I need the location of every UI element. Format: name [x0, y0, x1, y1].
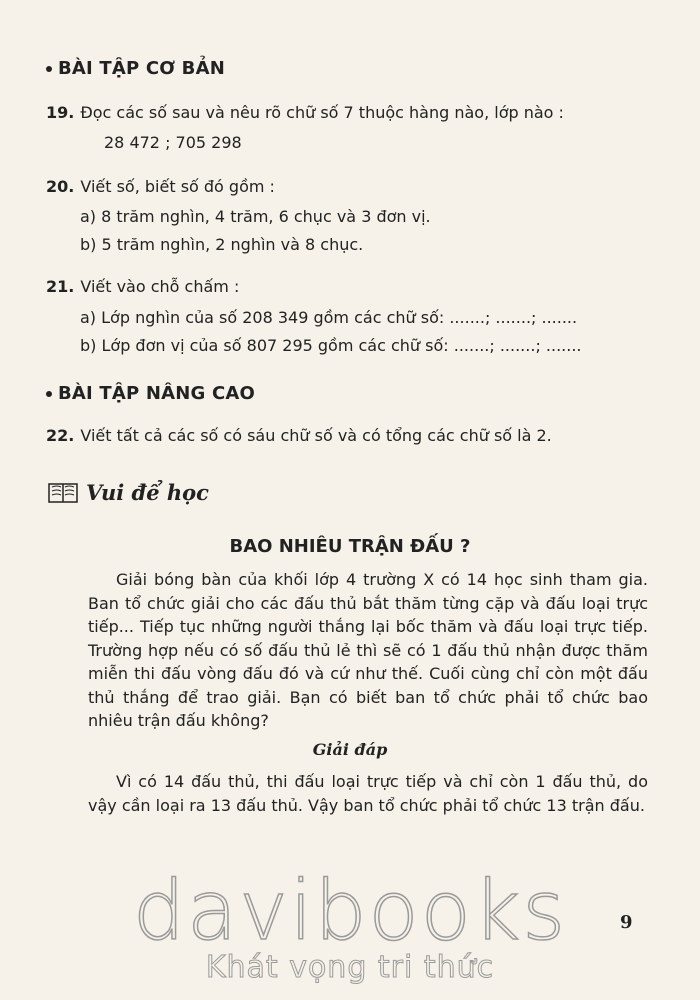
- basic-exercises-heading: [46, 58, 225, 79]
- exercise-number: 19.: [46, 103, 75, 122]
- exercise-21: [46, 276, 239, 298]
- bullet-icon: [46, 391, 52, 397]
- exercise-number: 20.: [46, 177, 75, 196]
- exercise-21-b: b) Lớp đơn vị của số 807 295 gồm các chữ số: .......; .......; .......: [80, 336, 582, 355]
- exercise-19-numbers: 28 472 ; 705 298: [104, 133, 242, 152]
- answer-heading: Giải đáp: [312, 740, 388, 759]
- exercise-20-a: a) 8 trăm nghìn, 4 trăm, 6 chục và 3 đơn vị.: [80, 207, 431, 226]
- page-number: 9: [620, 912, 633, 933]
- open-book-icon: [48, 482, 78, 504]
- vui-title: Vui để học: [86, 480, 209, 505]
- exercise-number: 22.: [46, 426, 75, 445]
- exercise-text: Viết số, biết số đó gồm :: [80, 177, 275, 196]
- exercise-20: [46, 176, 275, 198]
- exercise-text: Viết tất cả các số có sáu chữ số và có tổng các chữ số là 2.: [80, 426, 552, 445]
- exercise-20-b: b) 5 trăm nghìn, 2 nghìn và 8 chục.: [80, 235, 364, 254]
- story-paragraph: [88, 568, 648, 733]
- watermark-brand: davibooks: [132, 864, 568, 959]
- answer-text: Vì có 14 đấu thủ, thi đấu loại trực tiếp và chỉ còn 1 đấu thủ, do vậy cần loại ra 13 đấu thủ. Vậy ban tổ chức phải tổ chức 13 trận đấu.: [88, 772, 648, 815]
- advanced-exercises-heading: [46, 383, 255, 404]
- basic-heading-text: BÀI TẬP CƠ BẢN: [58, 58, 225, 79]
- story-text: Giải bóng bàn của khối lớp 4 trường X có 14 học sinh tham gia. Ban tổ chức giải cho các đấu thủ bắt thăm từng cặp và đấu loại trực tiếp... Tiếp tục những người thắng lại bốc thăm và đấu loại trực tiếp. Trường hợp nếu có số đấu thủ lẻ thì sẽ có 1 đấu thủ nhận được thăm miễn thi đấu vòng đấu đó và cứ như thế. Cuối cùng chỉ còn một đấu thủ thắng để trao giải. Bạn có biết ban tổ chức phải tổ chức bao nhiêu trận đấu không?: [88, 570, 648, 730]
- answer-paragraph: [88, 770, 648, 817]
- bullet-icon: [46, 66, 52, 72]
- exercise-19: [46, 102, 564, 124]
- exercise-21-a: a) Lớp nghìn của số 208 349 gồm các chữ số: .......; .......; .......: [80, 308, 578, 327]
- story-title: BAO NHIÊU TRẬN ĐẤU ?: [229, 536, 471, 557]
- exercise-number: 21.: [46, 277, 75, 296]
- exercise-text: Viết vào chỗ chấm :: [80, 277, 240, 296]
- exercise-22: [46, 425, 552, 447]
- exercise-text: Đọc các số sau và nêu rõ chữ số 7 thuộc hàng nào, lớp nào :: [80, 103, 564, 122]
- vui-de-hoc-header: [48, 480, 209, 505]
- watermark-slogan: Khát vọng tri thức: [205, 950, 495, 985]
- advanced-heading-text: BÀI TẬP NÂNG CAO: [58, 383, 256, 404]
